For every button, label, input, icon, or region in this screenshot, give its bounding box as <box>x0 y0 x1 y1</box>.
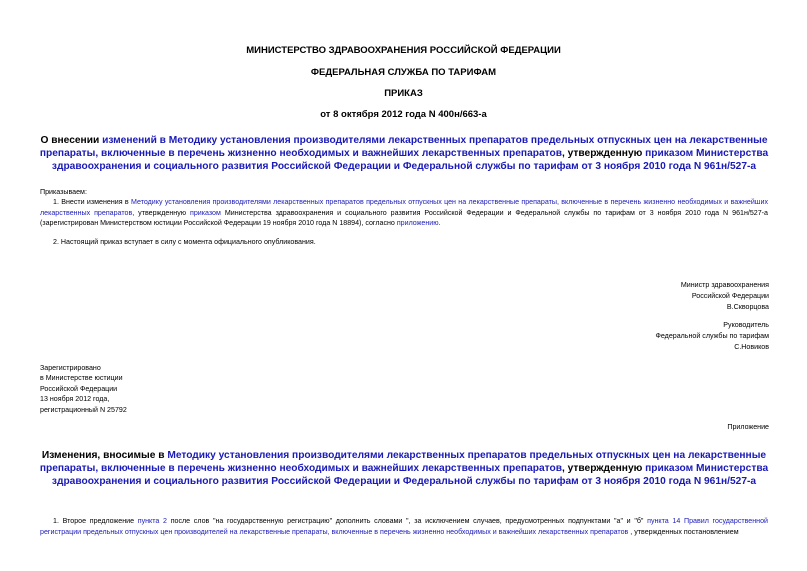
doc-type-heading: ПРИКАЗ <box>384 88 423 99</box>
registration-line-3: Российской Федерации <box>40 384 118 393</box>
registration-block <box>40 363 127 415</box>
title-link-methodology[interactable]: изменений в Методику установления производителями лекарственных препаратов предельных отпускных цен на лекарственные препараты, включенные в перечень жизненно необходимых и важнейших лекарственных препаратов <box>39 135 768 159</box>
head-name: С.Новиков <box>734 343 769 351</box>
ap1-end: , утвержденных постановлением <box>628 527 739 536</box>
p1-link-methodology[interactable]: Методику установления производителями лекарственных препаратов предельных отпускных цен на лекарственные препараты, включенные в перечень жизненно необходимых и важнейших лекарственных препаратов <box>40 198 768 217</box>
date-number-heading: от 8 октября 2012 года N 400н/663-а <box>320 109 487 120</box>
appendix-title-middle: , утвержденную <box>561 463 646 474</box>
head-signature <box>656 320 770 353</box>
p1-rest: Министерства здравоохранения и социального развития Российской Федерации и Федеральной службы по тарифам от 3 ноября 2010 года N 961н/527-а (зарегистрирован Министерством юстиции Российской Федерации 19 ноября 2010 года N 18894), согласно <box>40 208 768 227</box>
order-word: Приказываем: <box>40 188 87 196</box>
appendix-title-link-order[interactable]: приказом Министерства здравоохранения и социального развития Российской Федерации и Федеральной службы по тарифам от 3 ноября 2010 года N 961н/527-а <box>51 463 769 487</box>
p1-link-appendix[interactable]: приложению <box>396 219 439 227</box>
title-prefix: О внесении <box>40 135 103 146</box>
appendix-title-prefix: Изменения, вносимые в <box>41 450 168 461</box>
order-title <box>30 134 778 173</box>
p1-mid: , утвержденную <box>132 208 191 217</box>
head-title-2: Федеральной службы по тарифам <box>655 332 769 340</box>
minister-signature <box>681 280 769 313</box>
p1-start: 1. Внести изменения в <box>53 198 131 206</box>
ap1-link-item14[interactable]: пункта 14 <box>647 517 681 525</box>
appendix-paragraph-1 <box>40 516 768 537</box>
minister-title-1: Министр здравоохранения <box>680 281 769 289</box>
minister-title-2: Российской Федерации <box>691 292 769 300</box>
service-heading: ФЕДЕРАЛЬНАЯ СЛУЖБА ПО ТАРИФАМ <box>310 67 497 78</box>
registration-line-1: Зарегистрировано <box>40 364 101 372</box>
title-middle: , утвержденную <box>561 148 646 159</box>
ap1-link-rules[interactable]: Правил государственной регистрации предельных отпускных цен производителей на лекарственные препараты, включенные в перечень жизненно необходимых и важнейших лекарственных препаратов <box>40 517 768 536</box>
registration-line-2: в Министерстве юстиции <box>40 374 123 383</box>
registration-line-5: регистрационный N 25792 <box>40 405 127 414</box>
p1-link-order[interactable]: приказом <box>190 208 221 217</box>
ministry-heading: МИНИСТЕРСТВО ЗДРАВООХРАНЕНИЯ РОССИЙСКОЙ ФЕДЕРАЦИИ <box>246 45 561 56</box>
body-paragraph-1 <box>40 197 768 229</box>
registration-line-4: 13 ноября 2012 года, <box>40 395 110 404</box>
head-title-1: Руководитель <box>723 321 769 329</box>
title-link-order[interactable]: приказом Министерства здравоохранения и социального развития Российской Федерации и Федеральной службы по тарифам от 3 ноября 2010 года N 961н/527-а <box>51 148 769 172</box>
appendix-title-link-methodology[interactable]: Методику установления производителями лекарственных препаратов предельных отпускных цен на лекарственные препараты, включенные в перечень жизненно необходимых и важнейших лекарственных препаратов <box>39 450 767 474</box>
minister-name: В.Скворцова <box>726 303 769 311</box>
body-paragraph-2: 2. Настоящий приказ вступает в силу с момента официального опубликования. <box>53 238 316 246</box>
appendix-title <box>30 449 778 488</box>
ap1-mid1: после слов "на государственную регистрацию" дополнить словами ", за исключением случаев, предусмотренных подпунктами "а" и "б" <box>167 517 648 525</box>
appendix-label: Приложение <box>727 423 769 431</box>
ap1-start: 1. Второе предложение <box>53 517 138 525</box>
ap1-link-item2[interactable]: пункта 2 <box>137 517 167 525</box>
p1-end: . <box>438 219 441 227</box>
